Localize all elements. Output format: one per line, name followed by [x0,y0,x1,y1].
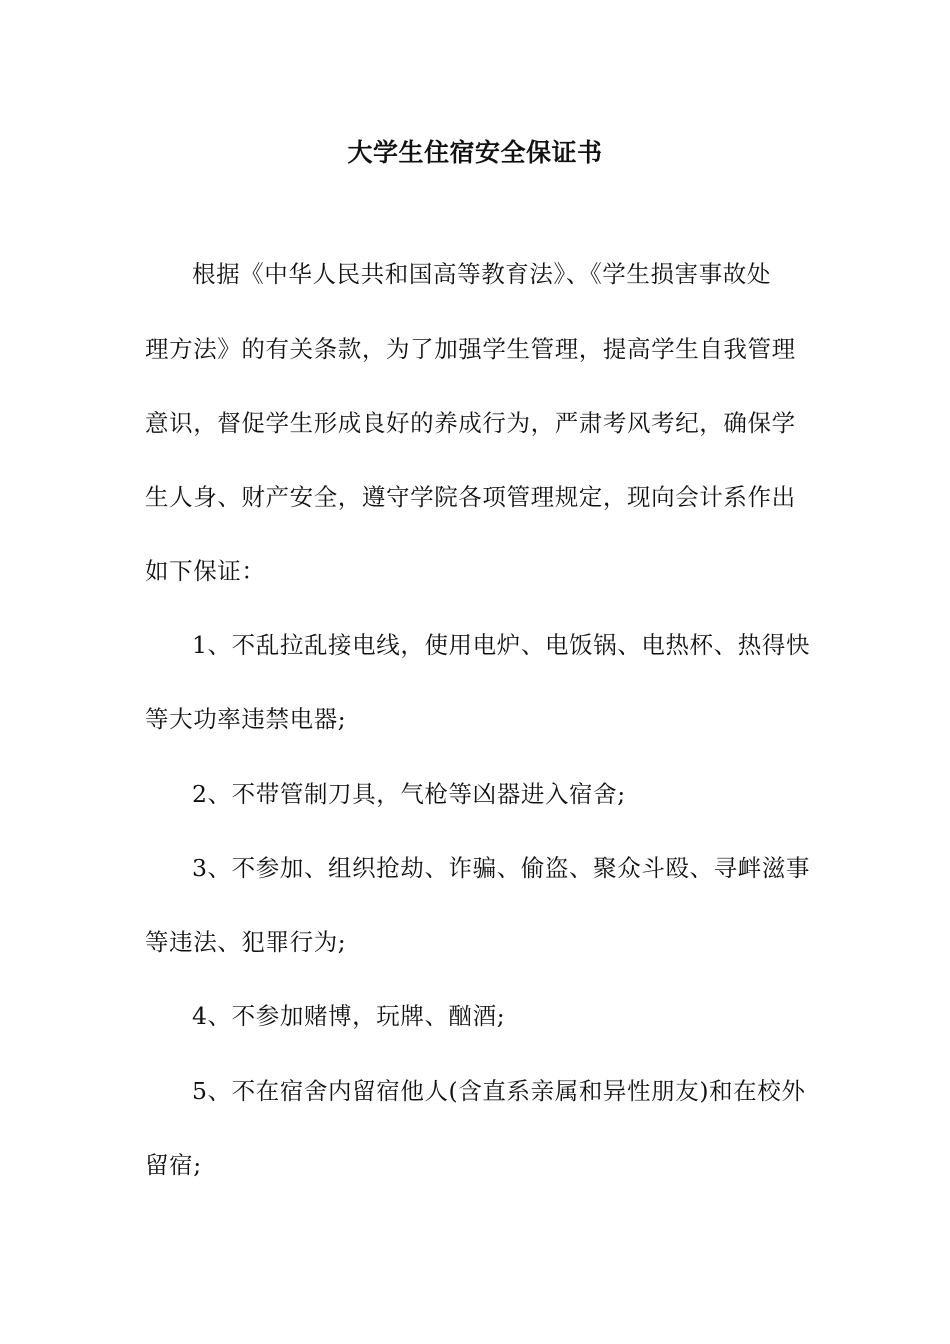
paragraph-line: 如下保证： [145,557,266,585]
document-title: 大学生住宿安全保证书 [347,138,603,167]
paragraph-line: 意识，督促学生形成良好的养成行为，严肃考风考纪，确保学 [145,409,796,437]
list-item-line: 等违法、犯罪行为; [145,928,347,956]
list-item-line: 1、不乱拉乱接电线，使用电炉、电饭锅、电热杯、热得快 [192,631,811,659]
paragraph-line: 生人身、财产安全，遵守学院各项管理规定，现向会计系作出 [145,483,796,511]
paragraph-line: 根据《中华人民共和国高等教育法》、《学生损害事故处 [192,260,771,288]
list-item-line: 留宿; [145,1151,202,1179]
list-item-line: 2、不带管制刀具，气枪等凶器进入宿舍; [192,780,626,808]
list-item-line: 等大功率违禁电器; [145,705,347,733]
paragraph-line: 理方法》的有关条款，为了加强学生管理，提高学生自我管理 [145,335,796,363]
list-item-line: 4、不参加赌博，玩牌、酗酒; [192,1002,506,1030]
list-item-line: 5、不在宿舍内留宿他人(含直系亲属和异性朋友)和在校外 [192,1077,806,1105]
list-item-line: 3、不参加、组织抢劫、诈骗、偷盗、聚众斗殴、寻衅滋事 [192,854,811,882]
